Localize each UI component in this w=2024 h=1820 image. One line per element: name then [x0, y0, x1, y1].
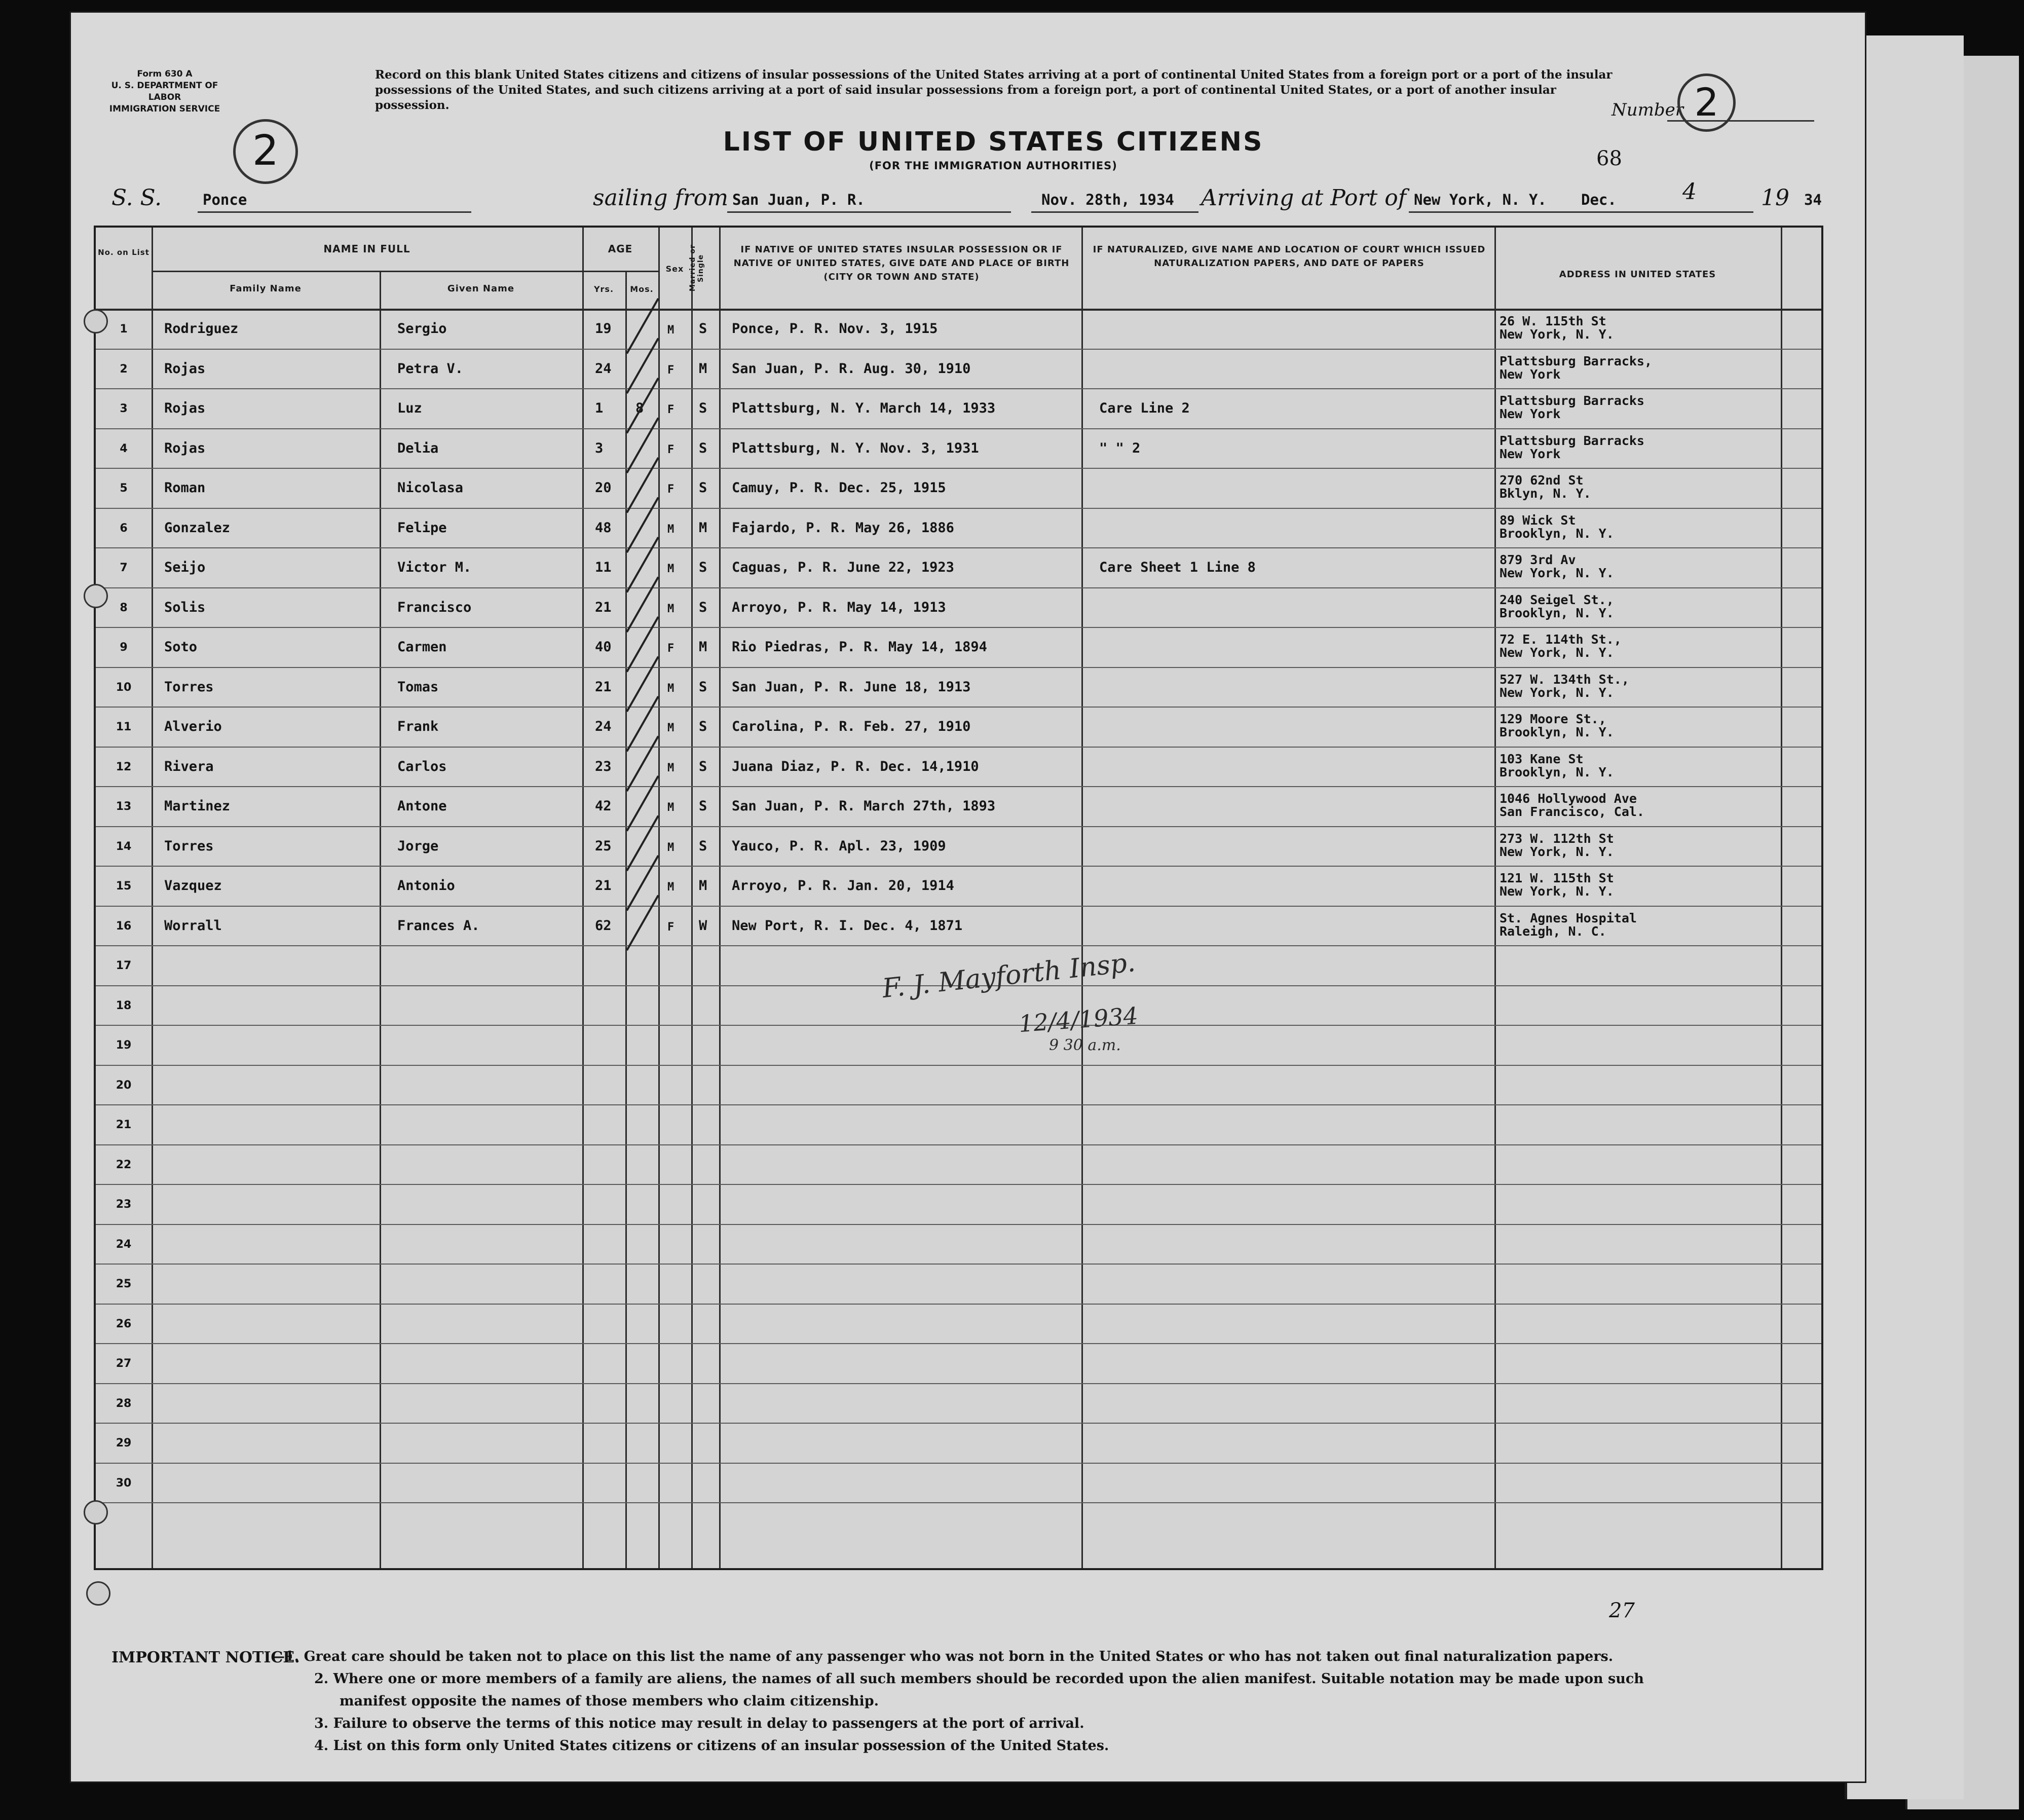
- given-name: Luz: [397, 400, 422, 416]
- row-divider: [96, 1065, 1821, 1066]
- marital-status: S: [699, 321, 707, 337]
- marital-status: S: [699, 440, 707, 456]
- address-line-2: Brooklyn, N. Y.: [1500, 725, 1614, 739]
- ship-name: Ponce: [203, 191, 247, 208]
- marital-status: S: [699, 560, 707, 575]
- arrival-day: 4: [1682, 179, 1697, 205]
- row-number: 22: [116, 1158, 132, 1171]
- record-instructions: Record on this blank United States citizens and citizens of insular possessions of the United States arriving at a port of continental United States from a foreign port or a port of the insular possessions of the United States, and such citizens arriving at a port of said insular possessions from a foreign port, a port of continental United States, or a port of another insular possession.: [375, 68, 1613, 112]
- row-number: 10: [116, 681, 132, 694]
- family-name: Rodriguez: [164, 321, 239, 337]
- address-line-2: Bklyn, N. Y.: [1500, 486, 1591, 501]
- birth-place-date: Plattsburg, N. Y. Nov. 3, 1931: [732, 440, 979, 456]
- sex: M: [667, 801, 674, 814]
- naturalization-note: Care Sheet 1 Line 8: [1099, 560, 1256, 575]
- address-line-1: Plattsburg Barracks: [1500, 433, 1644, 448]
- row-divider: [96, 1184, 1821, 1185]
- age-years: 3: [595, 440, 604, 456]
- address-line-1: 527 W. 134th St.,: [1500, 672, 1629, 687]
- row-number: 13: [116, 800, 132, 813]
- notice-item-2: 2. Where one or more members of a family are aliens, the names of all such members should be recorded upon the alien manifest. Suitable notation may be made upon such: [314, 1671, 1644, 1687]
- row-number: 14: [116, 840, 132, 853]
- header-married-or-single: Married or Single: [689, 244, 705, 292]
- sex: M: [667, 563, 674, 575]
- naturalization-note: " " 2: [1099, 440, 1141, 456]
- year-suffix: 34: [1804, 191, 1822, 208]
- given-name: Petra V.: [397, 360, 464, 377]
- given-name: Sergio: [397, 321, 447, 337]
- sex: M: [667, 722, 674, 734]
- given-name: Carlos: [397, 758, 447, 774]
- arriving-label: Arriving at Port of: [1201, 185, 1407, 211]
- sex: M: [667, 761, 674, 774]
- birth-place-date: Ponce, P. R. Nov. 3, 1915: [732, 321, 938, 337]
- arrival-port: New York, N. Y.: [1414, 191, 1547, 208]
- birth-place-date: Arroyo, P. R. May 14, 1913: [732, 599, 946, 615]
- row-divider: [96, 1104, 1821, 1105]
- row-number: 9: [120, 641, 128, 654]
- row-number: 23: [116, 1198, 132, 1211]
- address-line-2: Brooklyn, N. Y.: [1500, 764, 1614, 779]
- row-divider: [96, 1264, 1821, 1265]
- sailing-from-port: San Juan, P. R.: [732, 191, 865, 208]
- age-years: 21: [595, 878, 612, 894]
- voyage-line: [111, 179, 1834, 220]
- address-line-1: 879 3rd Av: [1500, 552, 1576, 567]
- family-name: Soto: [164, 639, 198, 655]
- given-name: Delia: [397, 440, 439, 456]
- address-line-1: 103 Kane St: [1500, 751, 1584, 766]
- row-number: 21: [116, 1119, 132, 1131]
- given-name: Francisco: [397, 599, 472, 615]
- age-years: 40: [595, 639, 612, 655]
- row-number: 12: [116, 760, 132, 773]
- row-number: 27: [116, 1357, 132, 1370]
- passenger-table: [94, 226, 1823, 1570]
- arrival-month: Dec.: [1581, 191, 1617, 208]
- age-years: 62: [595, 917, 612, 934]
- row-number: 17: [116, 959, 132, 972]
- naturalization-note: Care Line 2: [1099, 400, 1190, 416]
- address-line-2: Brooklyn, N. Y.: [1500, 605, 1614, 620]
- row-divider: [96, 1343, 1821, 1344]
- birth-place-date: Carolina, P. R. Feb. 27, 1910: [732, 719, 971, 734]
- family-name: Torres: [164, 679, 214, 695]
- row-number: 28: [116, 1397, 132, 1410]
- sex: M: [667, 841, 674, 854]
- given-name: Antone: [397, 798, 447, 814]
- age-years: 24: [595, 360, 612, 377]
- address-line-2: San Francisco, Cal.: [1500, 804, 1644, 819]
- given-name: Tomas: [397, 679, 439, 695]
- header-mos: Mos.: [630, 284, 654, 294]
- birth-place-date: Juana Diaz, P. R. Dec. 14,1910: [732, 758, 979, 774]
- row-number: 11: [116, 721, 132, 733]
- family-name: Rojas: [164, 400, 206, 416]
- age-years: 21: [595, 599, 612, 615]
- address-line-1: St. Agnes Hospital: [1500, 910, 1637, 925]
- age-years: 1: [595, 400, 604, 416]
- address-line-1: 26 W. 115th St: [1500, 314, 1606, 328]
- row-number: 19: [116, 1039, 132, 1052]
- family-name: Rojas: [164, 440, 206, 456]
- header-no-on-list: No. on List: [98, 248, 149, 257]
- row-number: 2: [120, 362, 128, 376]
- family-name: Roman: [164, 480, 206, 496]
- row-number: 8: [120, 601, 128, 614]
- row-number: 4: [120, 442, 128, 455]
- marital-status: S: [699, 599, 707, 615]
- marital-status: M: [699, 878, 707, 894]
- given-name: Frances A.: [397, 917, 480, 934]
- family-name: Torres: [164, 838, 214, 854]
- given-name: Nicolasa: [397, 480, 464, 496]
- birth-place-date: Camuy, P. R. Dec. 25, 1915: [732, 480, 946, 496]
- form-number: Form 630 A: [137, 69, 193, 79]
- page-title: LIST OF UNITED STATES CITIZENS: [723, 127, 1264, 157]
- birth-place-date: San Juan, P. R. Aug. 30, 1910: [732, 360, 971, 377]
- given-name: Antonio: [397, 878, 455, 894]
- header-yrs: Yrs.: [593, 284, 614, 294]
- row-number: 26: [116, 1317, 132, 1330]
- row-divider: [96, 1423, 1821, 1424]
- sex: F: [667, 403, 674, 416]
- address-line-2: New York, N. Y.: [1500, 844, 1614, 859]
- ditto-strokes: [96, 228, 724, 988]
- inspection-time: 9 30 a.m.: [1049, 1036, 1121, 1054]
- sex: F: [667, 483, 674, 496]
- family-name: Alverio: [164, 719, 222, 734]
- binder-hole: [84, 1500, 108, 1525]
- marital-status: M: [699, 519, 707, 536]
- address-line-2: New York, N. Y.: [1500, 327, 1614, 342]
- row-number: 24: [116, 1238, 132, 1251]
- row-number: 29: [116, 1437, 132, 1450]
- birth-place-date: San Juan, P. R. June 18, 1913: [732, 679, 971, 695]
- address-line-1: 121 W. 115th St: [1500, 871, 1614, 885]
- address-line-1: 273 W. 112th St: [1500, 831, 1614, 846]
- number-stamp: 2: [1677, 73, 1736, 132]
- marital-status: S: [699, 400, 707, 416]
- age-years: 19: [595, 321, 612, 337]
- row-number: 20: [116, 1079, 132, 1092]
- birth-place-date: Plattsburg, N. Y. March 14, 1933: [732, 400, 996, 416]
- given-name: Frank: [397, 719, 439, 734]
- ss-label: S. S.: [111, 185, 162, 211]
- header-given-name: Given Name: [447, 283, 515, 294]
- age-months: 8: [635, 400, 644, 416]
- sheet-stamp: 2: [233, 119, 298, 184]
- marital-status: S: [699, 679, 707, 695]
- sex: M: [667, 682, 674, 695]
- sex: F: [667, 642, 674, 655]
- handwritten-list-number: 68: [1596, 147, 1622, 170]
- row-number: 3: [120, 402, 128, 415]
- address-line-1: 129 Moore St.,: [1500, 712, 1606, 726]
- address-line-1: Plattsburg Barracks: [1500, 393, 1644, 408]
- marital-status: S: [699, 758, 707, 774]
- address-line-2: Raleigh, N. C.: [1500, 923, 1606, 939]
- given-name: Victor M.: [397, 560, 472, 575]
- age-years: 48: [595, 519, 612, 536]
- age-years: 24: [595, 719, 612, 734]
- given-name: Carmen: [397, 639, 447, 655]
- address-line-2: New York, N. Y.: [1500, 566, 1614, 580]
- sex: M: [667, 324, 674, 337]
- sex: M: [667, 602, 674, 615]
- age-years: 25: [595, 838, 612, 854]
- sex: M: [667, 523, 674, 536]
- row-number: 7: [120, 562, 128, 574]
- family-name: Seijo: [164, 560, 206, 575]
- row-divider: [96, 1224, 1821, 1225]
- age-years: 21: [595, 679, 612, 695]
- header-sex: Sex: [665, 264, 684, 274]
- sex: F: [667, 363, 674, 377]
- header-birth: IF NATIVE OF UNITED STATES INSULAR POSSESSION OR IF NATIVE OF UNITED STATES, GIVE DATE AND PLACE OF BIRTH (CITY OR TOWN AND STATE): [733, 244, 1070, 282]
- marital-status: M: [699, 639, 707, 655]
- row-divider: [96, 1502, 1821, 1503]
- notice-title: IMPORTANT NOTICE.: [111, 1649, 300, 1666]
- marital-status: S: [699, 798, 707, 814]
- address-line-1: Plattsburg Barracks,: [1500, 353, 1653, 368]
- age-years: 42: [595, 798, 612, 814]
- form-identifier: [99, 68, 231, 115]
- address-line-2: New York: [1500, 446, 1561, 461]
- header-naturalized: IF NATURALIZED, GIVE NAME AND LOCATION OF COURT WHICH ISSUED NATURALIZATION PAPERS, AND DATE OF PAPERS: [1093, 244, 1486, 269]
- header-age: AGE: [608, 243, 633, 255]
- address-line-1: 1046 Hollywood Ave: [1500, 791, 1637, 806]
- sex: F: [667, 443, 674, 456]
- age-years: 20: [595, 480, 612, 496]
- year-prefix: 19: [1761, 185, 1789, 211]
- page-subtitle: (FOR THE IMMIGRATION AUTHORITIES): [869, 160, 1117, 172]
- family-name: Martinez: [164, 798, 231, 814]
- row-divider: [96, 1144, 1821, 1145]
- address-line-2: New York, N. Y.: [1500, 645, 1614, 660]
- header-address: ADDRESS IN UNITED STATES: [1559, 269, 1716, 280]
- birth-place-date: Arroyo, P. R. Jan. 20, 1914: [732, 878, 954, 894]
- family-name: Worrall: [164, 917, 222, 934]
- inspector-signature: F. J. Mayforth Insp.: [881, 947, 1137, 1005]
- page-number: 27: [1609, 1599, 1635, 1622]
- notice-item-1: —1. Great care should be taken not to place on this list the name of any passenger who was not born in the United States or who has not taken out final naturalization papers.: [271, 1649, 1614, 1664]
- inspection-date: 12/4/1934: [1018, 1001, 1139, 1038]
- sex: M: [667, 881, 674, 894]
- sailing-from-label: sailing from: [593, 185, 729, 211]
- marital-status: S: [699, 838, 707, 854]
- family-name: Vazquez: [164, 878, 222, 894]
- departure-date: Nov. 28th, 1934: [1041, 191, 1174, 208]
- row-number: 6: [120, 522, 128, 535]
- age-years: 11: [595, 560, 612, 575]
- row-number: 30: [116, 1476, 132, 1490]
- row-number: 18: [116, 999, 132, 1012]
- notice-item-3: 3. Failure to observe the terms of this notice may result in delay to passengers at the port of arrival.: [314, 1716, 1084, 1731]
- binder-hole: [86, 1581, 110, 1606]
- address-line-1: 72 E. 114th St.,: [1500, 632, 1622, 647]
- birth-place-date: New Port, R. I. Dec. 4, 1871: [732, 917, 963, 934]
- number-label: Number: [1611, 100, 1684, 120]
- marital-status: S: [699, 719, 707, 734]
- address-line-2: New York: [1500, 366, 1561, 382]
- family-name: Rivera: [164, 758, 214, 774]
- service-name: IMMIGRATION SERVICE: [109, 104, 220, 114]
- given-name: Felipe: [397, 519, 447, 536]
- given-name: Jorge: [397, 838, 439, 854]
- address-line-2: New York, N. Y.: [1500, 884, 1614, 899]
- binder-hole: [84, 309, 108, 333]
- birth-place-date: Rio Piedras, P. R. May 14, 1894: [732, 639, 987, 655]
- family-name: Solis: [164, 599, 206, 615]
- birth-place-date: Yauco, P. R. Apl. 23, 1909: [732, 838, 946, 854]
- address-line-2: New York, N. Y.: [1500, 685, 1614, 700]
- row-number: 15: [116, 880, 132, 893]
- birth-place-date: Fajardo, P. R. May 26, 1886: [732, 519, 954, 536]
- address-line-2: New York: [1500, 406, 1561, 421]
- birth-place-date: San Juan, P. R. March 27th, 1893: [732, 798, 996, 814]
- department-name: U. S. DEPARTMENT OF LABOR: [111, 81, 218, 102]
- address-line-1: 89 Wick St: [1500, 512, 1576, 528]
- marital-status: M: [699, 360, 707, 377]
- header-family-name: Family Name: [230, 283, 302, 294]
- age-years: 23: [595, 758, 612, 774]
- row-divider: [96, 1383, 1821, 1384]
- row-number: 1: [120, 323, 128, 336]
- notice-item-2-cont: manifest opposite the names of those members who claim citizenship.: [340, 1693, 879, 1709]
- notice-item-4: 4. List on this form only United States citizens or citizens of an insular possession of the United States.: [314, 1738, 1109, 1754]
- header-name-in-full: NAME IN FULL: [323, 243, 410, 255]
- row-number: 16: [116, 919, 132, 933]
- marital-status: S: [699, 480, 707, 496]
- sex: F: [667, 920, 674, 934]
- row-number: 25: [116, 1278, 132, 1290]
- binder-hole: [84, 584, 108, 608]
- row-divider: [96, 1463, 1821, 1464]
- row-divider: [96, 1304, 1821, 1305]
- address-line-1: 270 62nd St: [1500, 473, 1584, 488]
- row-divider: [96, 1025, 1821, 1026]
- marital-status: W: [699, 917, 707, 934]
- row-number: 5: [120, 482, 128, 495]
- family-name: Gonzalez: [164, 519, 231, 536]
- birth-place-date: Caguas, P. R. June 22, 1923: [732, 560, 954, 575]
- family-name: Rojas: [164, 360, 206, 377]
- address-line-2: Brooklyn, N. Y.: [1500, 526, 1614, 541]
- address-line-1: 240 Seigel St.,: [1500, 592, 1614, 607]
- manifest-page: [71, 13, 1865, 1781]
